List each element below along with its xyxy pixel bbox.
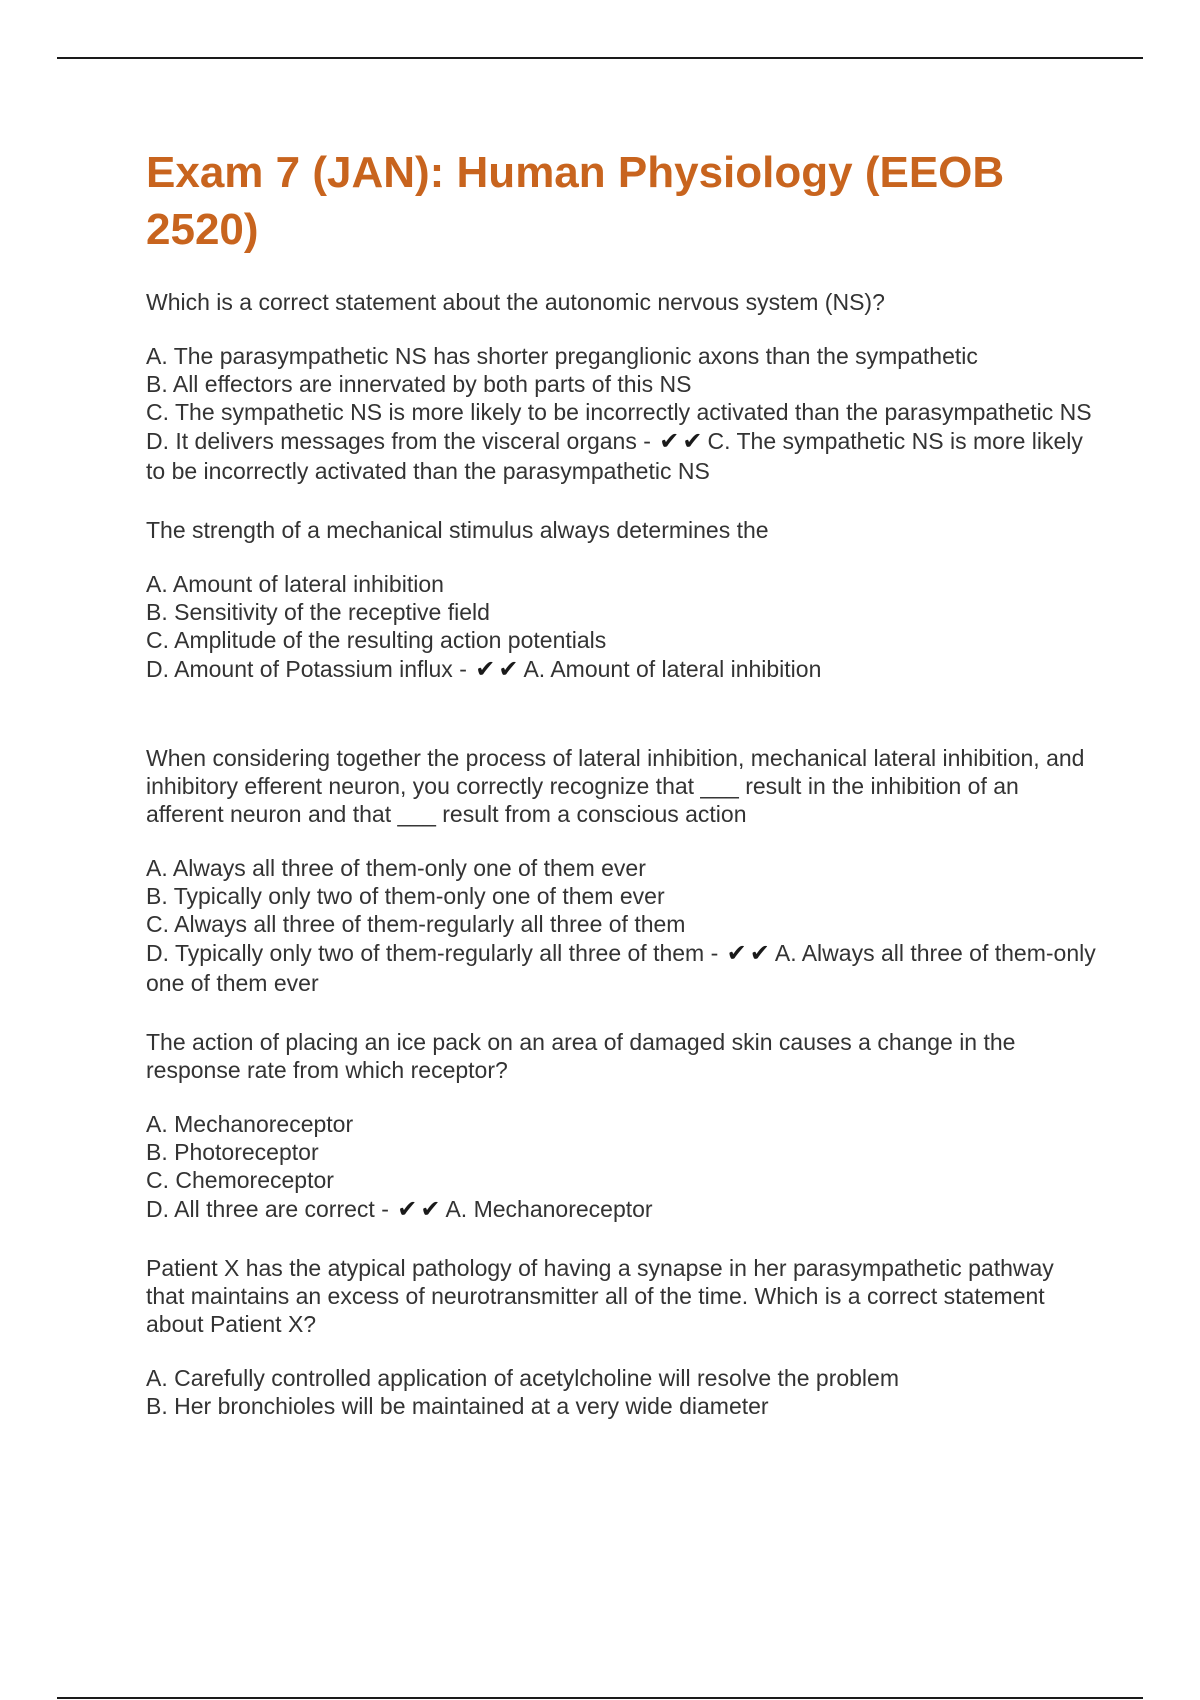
question-text: Patient X has the atypical pathology of having a synapse in her parasympathetic pathway that maintains an excess of neurotransmitter all of the time. Which is a correct statement about Patient X? — [146, 1255, 1054, 1337]
answer-text: A. Amount of lateral inhibition — [523, 656, 822, 682]
double-check-icon: ✔✔ — [659, 427, 706, 455]
option-d: D. All three are correct - — [146, 1196, 389, 1222]
option-list — [146, 1110, 1096, 1224]
answer-text: C. The sympathetic NS is more likely to be incorrectly activated than the parasympathetic NS — [146, 428, 1083, 484]
question-block-3 — [146, 744, 1096, 998]
option-d-with-answer — [146, 1194, 1096, 1224]
option-d-with-answer — [146, 426, 1096, 486]
option-d-with-answer — [146, 654, 1096, 684]
question-block-4 — [146, 1028, 1096, 1224]
option-list — [146, 854, 1096, 998]
question-block-5 — [146, 1254, 1096, 1420]
option-d: D. It delivers messages from the visceral organs - — [146, 428, 651, 454]
double-check-icon: ✔✔ — [397, 1195, 444, 1223]
option-b: B. Typically only two of them-only one of them ever — [146, 883, 665, 909]
document-title: Exam 7 (JAN): Human Physiology (EEOB 2520) — [146, 148, 1005, 254]
option-a: A. Always all three of them-only one of them ever — [146, 855, 646, 881]
option-list — [146, 570, 1096, 684]
option-d-with-answer — [146, 938, 1096, 998]
top-rule — [57, 57, 1143, 59]
option-list — [146, 342, 1096, 486]
option-a: A. The parasympathetic NS has shorter preganglionic axons than the sympathetic — [146, 343, 978, 369]
question-text: When considering together the process of lateral inhibition, mechanical lateral inhibition, and inhibitory efferent neuron, you correctly recognize that ___ result in the inhibition of an afferent neuron and that ___ result from a conscious action — [146, 745, 1085, 827]
option-c: C. Amplitude of the resulting action potentials — [146, 627, 607, 653]
option-d: D. Amount of Potassium influx - — [146, 656, 467, 682]
spacer — [146, 714, 1096, 744]
double-check-icon: ✔✔ — [726, 939, 773, 967]
question-text: Which is a correct statement about the autonomic nervous system (NS)? — [146, 289, 885, 315]
question-text: The action of placing an ice pack on an area of damaged skin causes a change in the response rate from which receptor? — [146, 1029, 1016, 1083]
option-b: B. Her bronchioles will be maintained at a very wide diameter — [146, 1393, 769, 1419]
document-body — [146, 144, 1096, 1450]
option-b: B. All effectors are innervated by both parts of this NS — [146, 371, 692, 397]
double-check-icon: ✔✔ — [475, 655, 522, 683]
option-b: B. Photoreceptor — [146, 1139, 319, 1165]
option-a: A. Mechanoreceptor — [146, 1111, 354, 1137]
option-c: C. The sympathetic NS is more likely to be incorrectly activated than the parasympathetic NS — [146, 399, 1092, 425]
option-a: A. Carefully controlled application of acetylcholine will resolve the problem — [146, 1365, 899, 1391]
option-c: C. Chemoreceptor — [146, 1167, 334, 1193]
option-a: A. Amount of lateral inhibition — [146, 571, 444, 597]
option-b: B. Sensitivity of the receptive field — [146, 599, 490, 625]
bottom-rule — [57, 1697, 1143, 1699]
question-block-2 — [146, 516, 1096, 684]
answer-text: A. Mechanoreceptor — [445, 1196, 653, 1222]
option-c: C. Always all three of them-regularly all three of them — [146, 911, 686, 937]
option-list — [146, 1364, 1096, 1420]
question-text: The strength of a mechanical stimulus always determines the — [146, 517, 769, 543]
answer-text: A. Always all three of them-only one of them ever — [146, 940, 1096, 996]
question-block-1 — [146, 288, 1096, 486]
option-d: D. Typically only two of them-regularly all three of them - — [146, 940, 719, 966]
